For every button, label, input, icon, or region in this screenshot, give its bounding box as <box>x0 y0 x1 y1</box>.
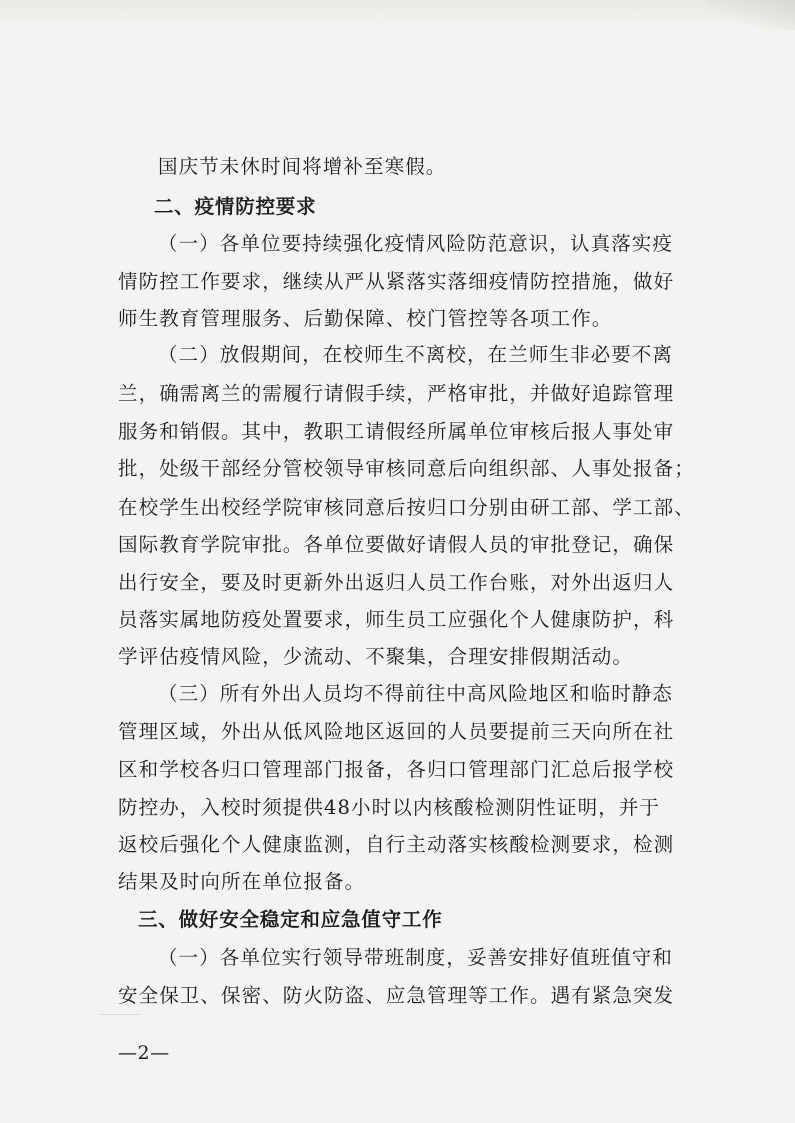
paragraph-line: 出行安全，要及时更新外出返归人员工作台账，对外出返归人 <box>118 571 675 594</box>
scan-shadow <box>0 0 795 28</box>
paragraph-line: 返校后强化个人健康监测，自行主动落实核酸检测要求，检测 <box>118 833 675 856</box>
paragraph-line: （一）各单位实行领导带班制度，妥善安排好值班值守和 <box>158 946 674 969</box>
paragraph-line: 安全保卫、保密、防火防盗、应急管理等工作。遇有紧急突发 <box>118 984 675 1007</box>
section-heading: 三、做好安全稳定和应急值守工作 <box>138 908 443 931</box>
paragraph-line: 师生教育管理服务、后勤保障、校门管控等各项工作。 <box>118 307 613 330</box>
footer-rule <box>100 1014 140 1015</box>
page-number: —2— <box>118 1042 170 1064</box>
paragraph-line: 批，处级干部经分管校领导审核同意后向组织部、人事处报备； <box>118 457 695 480</box>
paragraph-line: 结果及时向所在单位报备。 <box>118 870 366 893</box>
paragraph-line: （一）各单位要持续强化疫情风险防范意识，认真落实疫 <box>158 232 674 255</box>
paragraph-line: （二）放假期间，在校师生不离校，在兰师生非必要不离 <box>158 343 674 366</box>
paragraph-line: 情防控工作要求，继续从严从紧落实落细疫情防控措施，做好 <box>118 270 675 293</box>
paragraph-line: 服务和销假。其中，教职工请假经所属单位审核后报人事处审 <box>118 420 675 443</box>
paragraph-line: 在校学生出校经学院审核同意后按归口分别由研工部、学工部、 <box>118 496 695 519</box>
paragraph-line: 区和学校各归口管理部门报备，各归口管理部门汇总后报学校 <box>118 758 675 781</box>
paragraph-line: 员落实属地防疫处置要求，师生员工应强化个人健康防护，科 <box>118 608 675 631</box>
paragraph-line: （三）所有外出人员均不得前往中高风险地区和临时静态 <box>158 682 674 705</box>
paragraph-line: 管理区域，外出从低风险地区返回的人员要提前三天向所在社 <box>118 720 675 743</box>
paragraph-line: 防控办，入校时须提供48小时以内核酸检测阴性证明，并于 <box>118 796 661 819</box>
scan-corner-mark <box>705 0 795 30</box>
paragraph-line: 学评估疫情风险，少流动、不聚集，合理安排假期活动。 <box>118 645 634 668</box>
paragraph-line: 国庆节未休时间将增补至寒假。 <box>158 155 447 178</box>
paragraph-line: 国际教育学院审批。各单位要做好请假人员的审批登记，确保 <box>118 533 675 556</box>
section-heading: 二、疫情防控要求 <box>154 195 317 218</box>
paragraph-line: 兰，确需离兰的需履行请假手续，严格审批，并做好追踪管理 <box>118 382 675 405</box>
